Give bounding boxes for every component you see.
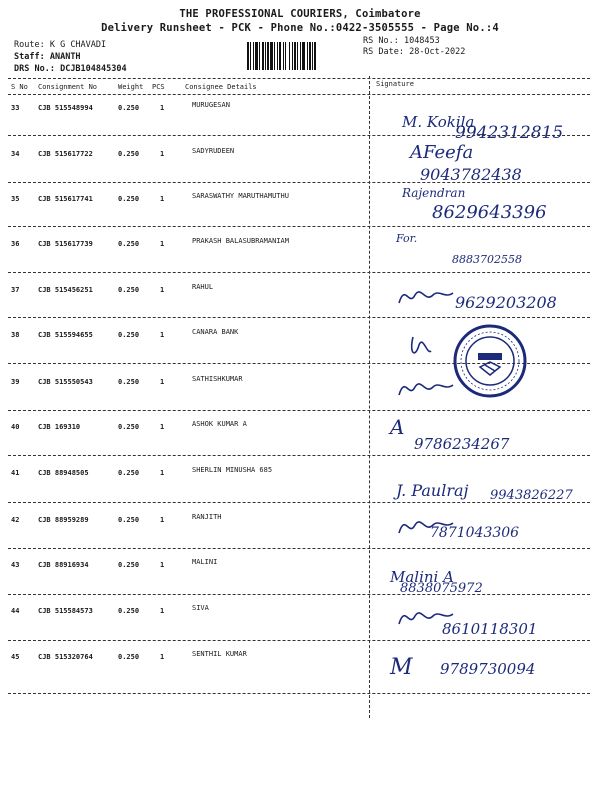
handwritten-signature [395,373,455,401]
cell-weight: 0.250 [118,286,140,294]
row-divider [8,640,590,641]
staff-row [14,52,81,62]
cell-weight: 0.250 [118,653,140,661]
cell-weight: 0.250 [118,150,140,158]
handwritten-signature: M [390,655,413,680]
cell-pcs: 1 [160,653,165,661]
handwritten-phone-number: 8883702558 [452,253,522,266]
handwritten-phone-number: 9942312815 [455,123,564,143]
handwritten-signature [395,281,455,309]
cell-consignee: CANARA BANK [192,328,239,336]
header-rule-bottom [8,94,590,95]
row-divider [8,135,590,136]
rs-date-label: RS Date: [363,47,404,57]
route-label: Route: [14,40,45,50]
cell-sno: 34 [11,150,20,158]
cell-consignment: CJB 515548994 [38,104,93,112]
cell-sno: 39 [11,378,20,386]
cell-consignment: CJB 169310 [38,423,81,431]
col-header-weight: Weight [118,83,144,91]
cell-weight: 0.250 [118,104,140,112]
route-value: K G CHAVADI [49,40,107,50]
company-seal-stamp [452,323,528,399]
cell-consignment: CJB 515320764 [38,653,93,661]
rs-no-value: 1048453 [403,36,440,46]
handwritten-phone-number: 9786234267 [414,435,510,453]
cell-consignee: SENTHIL KUMAR [192,650,247,658]
rs-date-row [363,47,465,57]
cell-sno: 38 [11,331,20,339]
cell-weight: 0.250 [118,561,140,569]
staff-value: ANANTH [49,52,81,62]
cell-sno: 45 [11,653,20,661]
row-divider [8,182,590,183]
cell-weight: 0.250 [118,378,140,386]
cell-pcs: 1 [160,195,165,203]
cell-consignee: SATHISHKUMAR [192,375,243,383]
cell-consignment: CJB 515617741 [38,195,93,203]
cell-weight: 0.250 [118,240,140,248]
header-line-1: THE PROFESSIONAL COURIERS, Coimbatore [179,8,421,20]
drs-label: DRS No.: [14,64,55,74]
cell-sno: 44 [11,607,20,615]
barcode [247,42,355,70]
cell-pcs: 1 [160,423,165,431]
cell-consignee: SIVA [192,604,209,612]
col-header-consignment: Consignment No [38,83,98,91]
cell-consignee: MURUGESAN [192,101,230,109]
cell-consignee: PRAKASH BALASUBRAMANIAM [192,237,289,245]
cell-consignment: CJB 515617722 [38,150,93,158]
row-divider [8,317,590,318]
cell-pcs: 1 [160,516,165,524]
drs-value: DCJB104845304 [60,64,127,74]
col-header-consignee: Consignee Details [185,83,257,91]
cell-pcs: 1 [160,378,165,386]
header-rule-top [8,78,590,79]
cell-consignee: SHERLIN MINUSHA 685 [192,466,273,474]
row-divider [8,548,590,549]
cell-sno: 42 [11,516,20,524]
rs-no-row [363,36,440,46]
handwritten-phone-number: 9943826227 [490,488,573,503]
cell-consignment: CJB 88916934 [38,561,89,569]
cell-sno: 35 [11,195,20,203]
handwritten-phone-number: 9629203208 [455,293,557,312]
cell-weight: 0.250 [118,469,140,477]
handwritten-phone-number: 9043782438 [420,165,522,184]
cell-consignment: CJB 515456251 [38,286,93,294]
cell-consignee: RANJITH [192,513,222,521]
cell-pcs: 1 [160,150,165,158]
row-divider [8,455,590,456]
cell-pcs: 1 [160,561,165,569]
header-line-2: Delivery Runsheet - PCK - Phone No.:0422-3505555 - Page No.:4 [101,22,499,34]
handwritten-signature: J. Paulraj [396,481,469,500]
staff-label: Staff: [14,52,45,62]
barcode-bar [316,42,317,70]
handwritten-signature: For. [396,232,418,245]
row-divider [8,226,590,227]
handwritten-phone-number: 7871043306 [430,525,520,541]
rs-no-label: RS No.: [363,36,399,46]
drs-row [14,64,127,74]
handwritten-phone-number: 8610118301 [442,620,538,638]
cell-sno: 43 [11,561,20,569]
cell-consignment: CJB 88948505 [38,469,89,477]
cell-pcs: 1 [160,607,165,615]
handwritten-phone-number: 8629643396 [432,202,547,223]
rs-date-value: 28-Oct-2022 [409,47,466,57]
cell-consignment: CJB 515594655 [38,331,93,339]
cell-weight: 0.250 [118,423,140,431]
route-row [14,40,106,50]
cell-pcs: 1 [160,331,165,339]
row-divider [8,594,590,595]
cell-pcs: 1 [160,240,165,248]
handwritten-signature: Malini A [390,568,454,586]
cell-sno: 37 [11,286,20,294]
handwritten-signature: AFeefa [410,142,474,163]
cell-sno: 40 [11,423,20,431]
cell-consignment: CJB 515550543 [38,378,93,386]
cell-pcs: 1 [160,469,165,477]
cell-weight: 0.250 [118,331,140,339]
cell-weight: 0.250 [118,195,140,203]
cell-pcs: 1 [160,286,165,294]
col-header-signature: Signature [376,80,414,88]
cell-consignment: CJB 88959289 [38,516,89,524]
cell-consignment: CJB 515617739 [38,240,93,248]
cell-pcs: 1 [160,104,165,112]
cell-sno: 36 [11,240,20,248]
cell-weight: 0.250 [118,516,140,524]
row-divider [8,502,590,503]
cell-consignee: RAHUL [192,283,214,291]
col-header-sno: S No [11,83,28,91]
row-divider [8,410,590,411]
cell-sno: 41 [11,469,20,477]
handwritten-signature: Rajendran [402,186,466,200]
cell-consignee: SARASWATHY MARUTHAMUTHU [192,192,289,200]
signature-column-divider [369,76,370,718]
row-divider [8,693,590,694]
handwritten-signature: A [390,415,405,439]
row-divider [8,272,590,273]
cell-sno: 33 [11,104,20,112]
cell-weight: 0.250 [118,607,140,615]
cell-consignee: SADYRUDEEN [192,147,235,155]
handwritten-phone-number: 9789730094 [440,660,536,678]
handwritten-signature: M. Kokila [402,113,475,131]
cell-consignee: ASHOK KUMAR A [192,420,247,428]
cell-consignee: MALINI [192,558,218,566]
cell-consignment: CJB 515584573 [38,607,93,615]
col-header-pcs: PCS [152,83,165,91]
handwritten-phone-number: 8838075972 [400,581,483,596]
